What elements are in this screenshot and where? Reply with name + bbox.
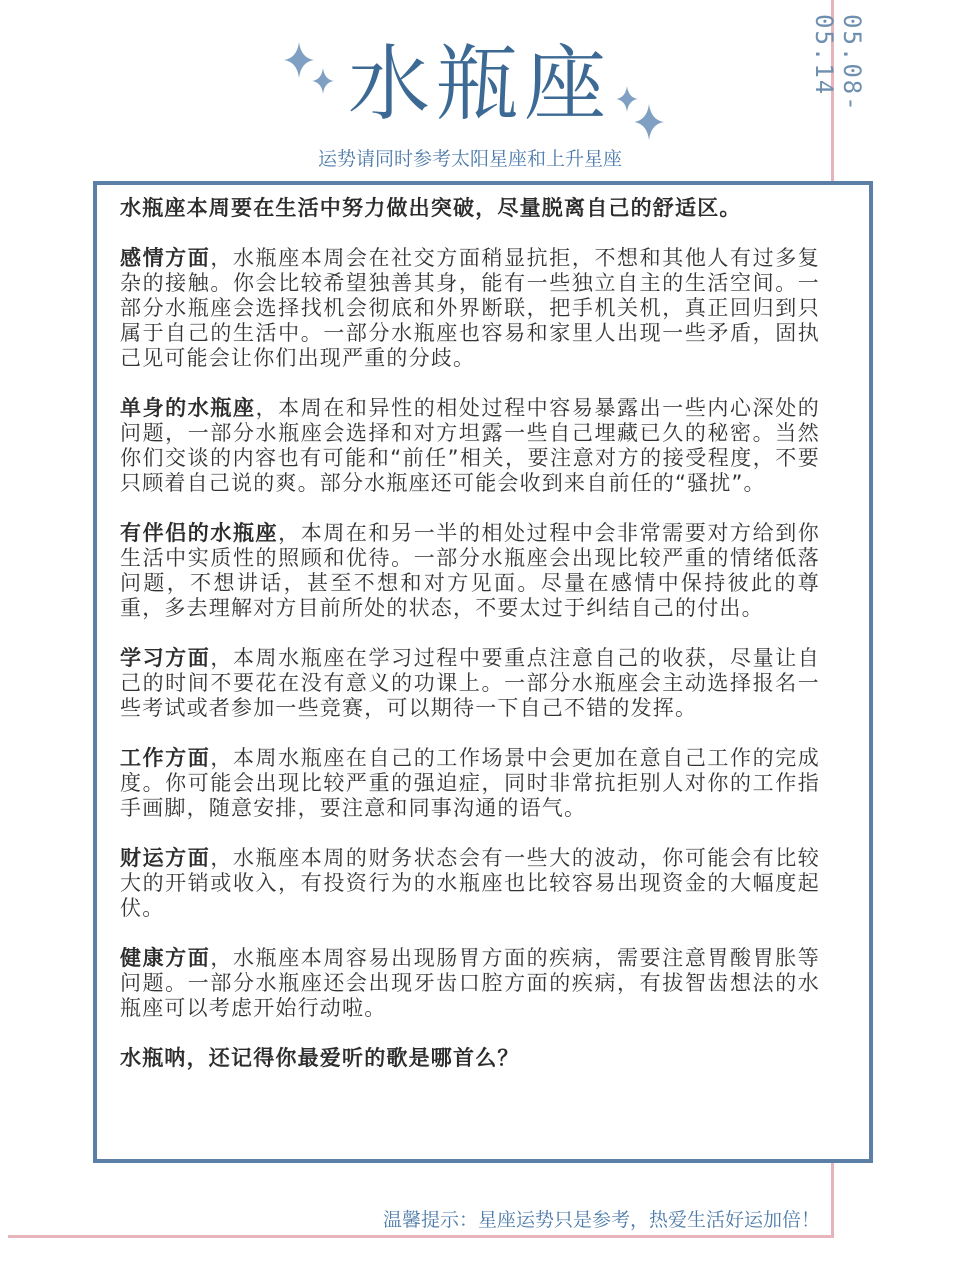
intro-text: 水瓶座本周要在生活中努力做出突破，尽量脱离自己的舒适区。 bbox=[120, 196, 742, 220]
single-text: ，本周在和异性的相处过程中容易暴露出一些内心深处的问题，一部分水瓶座会选择和对方坦露一些自己埋藏已久的秘密。当然你们交谈的内容也有可能和“前任”相关，要注意对方的接受程度，不要只顾着自己说的爽。部分水瓶座还可能会收到来自前任的“骚扰”。 bbox=[120, 396, 820, 495]
work-text: ，本周水瓶座在自己的工作场景中会更加在意自己工作的完成度。你可能会出现比较严重的强迫症，同时非常抗拒别人对你的工作指手画脚，随意安排，要注意和同事沟通的语气。 bbox=[120, 746, 820, 820]
health-text: ，水瓶座本周容易出现肠胃方面的疾病，需要注意胃酸胃胀等问题。一部分水瓶座还会出现牙齿口腔方面的疾病，有拔智齿想法的水瓶座可以考虑开始行动啦。 bbox=[120, 946, 820, 1020]
intro-paragraph bbox=[120, 196, 820, 221]
love-heading: 感情方面 bbox=[120, 246, 211, 270]
page-title: 水瓶座 bbox=[347, 37, 612, 132]
wealth-heading: 财运方面 bbox=[120, 846, 211, 870]
closing-paragraph bbox=[120, 1046, 820, 1071]
health-paragraph bbox=[120, 946, 820, 1021]
footer-tip: 温馨提示：星座运势只是参考，热爱生活好运加倍！ bbox=[382, 1209, 820, 1231]
wealth-paragraph bbox=[120, 846, 820, 921]
sparkle-icon bbox=[284, 42, 314, 78]
work-paragraph bbox=[120, 746, 820, 821]
work-heading: 工作方面 bbox=[120, 746, 211, 770]
partner-text: ，本周在和另一半的相处过程中会非常需要对方给到你生活中实质性的照顾和优待。一部分水瓶座会出现比较严重的情绪低落问题，不想讲话，甚至不想和对方见面。尽量在感情中保持彼此的尊重，多去理解对方目前所处的状态，不要太过于纠结自己的付出。 bbox=[120, 521, 820, 620]
single-heading: 单身的水瓶座 bbox=[120, 396, 256, 420]
single-paragraph bbox=[120, 396, 820, 496]
pink-horizontal-rule bbox=[8, 1235, 834, 1238]
study-text: ，本周水瓶座在学习过程中要重点注意自己的收获，尽量让自己的时间不要花在没有意义的功课上。一部分水瓶座会主动选择报名一些考试或者参加一些竞赛，可以期待一下自己不错的发挥。 bbox=[120, 646, 820, 720]
love-text: ，水瓶座本周会在社交方面稍显抗拒，不想和其他人有过多复杂的接触。你会比较希望独善其身，能有一些独立自主的生活空间。一部分水瓶座会选择找机会彻底和外界断联，把手机关机，真正回归到只属于自己的生活中。一部分水瓶座也容易和家里人出现一些矛盾，固执己见可能会让你们出现严重的分歧。 bbox=[120, 246, 820, 370]
partner-heading: 有伴侣的水瓶座 bbox=[120, 521, 279, 545]
wealth-text: ，水瓶座本周的财务状态会有一些大的波动，你可能会有比较大的开销或收入，有投资行为的水瓶座也比较容易出现资金的大幅度起伏。 bbox=[120, 846, 820, 920]
subtitle: 运势请同时参考太阳星座和上升星座 bbox=[317, 148, 622, 170]
date-range: 05.08-05.14 bbox=[810, 14, 866, 113]
sparkle-icon bbox=[634, 104, 664, 140]
horoscope-body bbox=[120, 196, 820, 1096]
closing-heading: 水瓶呐，还记得你最爱听的歌是哪首么？ bbox=[120, 1046, 520, 1070]
partner-paragraph bbox=[120, 521, 820, 621]
study-paragraph bbox=[120, 646, 820, 721]
love-paragraph bbox=[120, 246, 820, 371]
study-heading: 学习方面 bbox=[120, 646, 211, 670]
health-heading: 健康方面 bbox=[120, 946, 211, 970]
